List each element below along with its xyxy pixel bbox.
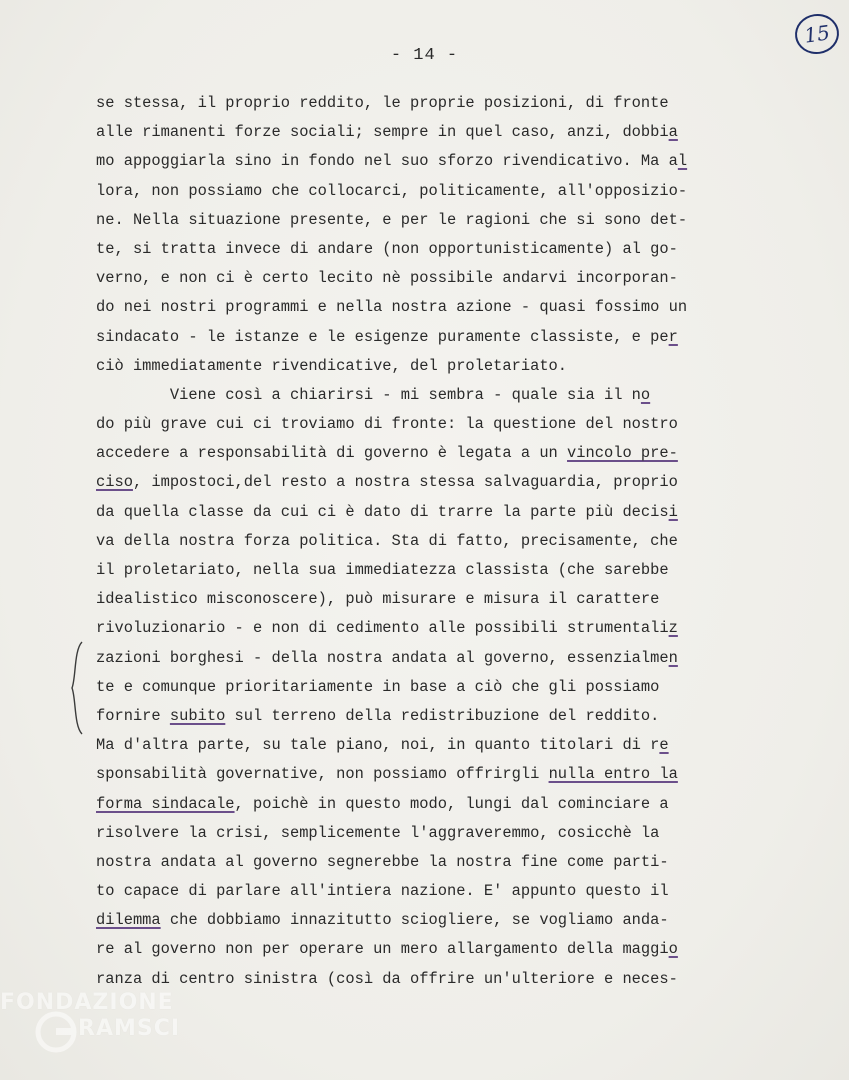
text-segment: lora, non possiamo che collocarci, politicamente, all'opposizio- <box>96 181 688 200</box>
text-line <box>96 790 746 819</box>
text-segment: te, si tratta invece di andare (non opportunisticamente) al go- <box>96 239 678 258</box>
text-line <box>96 381 746 410</box>
underlined-text: ciso <box>96 473 133 492</box>
text-segment: da quella classe da cui ci è dato di trarre la parte più decis <box>96 502 669 521</box>
text-line <box>96 206 746 235</box>
text-line <box>96 498 746 527</box>
text-line <box>96 644 746 673</box>
typewritten-body-text <box>96 89 746 994</box>
text-line <box>96 877 746 906</box>
text-segment: sindacato - le istanze e le esigenze puramente classiste, e pe <box>96 327 669 346</box>
text-segment: fornire <box>96 706 170 725</box>
text-line <box>96 731 746 760</box>
underlined-text: n <box>668 648 678 667</box>
text-segment: sponsabilità governative, non possiamo offrirgli <box>96 765 549 784</box>
text-segment: che dobbiamo innazitutto sciogliere, se vogliamo anda- <box>160 911 669 930</box>
text-line <box>96 118 746 147</box>
watermark-logo-icon <box>34 1010 78 1054</box>
text-line <box>96 848 746 877</box>
text-line <box>96 819 746 848</box>
text-segment: rivoluzionario - e non di cedimento alle possibili strumentali <box>96 619 669 638</box>
text-segment: Viene così a chiarirsi - mi sembra - quale sia il n <box>96 385 641 404</box>
text-line <box>96 439 746 468</box>
text-segment: ranza di centro sinistra (così da offrire un'ulteriore e neces- <box>96 969 678 988</box>
text-line <box>96 147 746 176</box>
text-segment: accedere a responsabilità di governo è legata a un <box>96 444 568 463</box>
text-segment: idealistico misconoscere), può misurare e misura il carattere <box>96 590 660 609</box>
underlined-text: vincolo pre- <box>567 444 678 463</box>
text-segment: alle rimanenti forze sociali; sempre in quel caso, anzi, dobbi <box>96 123 669 142</box>
text-line <box>96 760 746 789</box>
underlined-text: dilemma <box>96 911 161 930</box>
underlined-text: i <box>668 502 678 521</box>
text-line <box>96 177 746 206</box>
text-segment: verno, e non ci è certo lecito nè possibile andarvi incorporan- <box>96 269 678 288</box>
underlined-text: forma sindacale <box>96 794 235 813</box>
text-segment: sul terreno della redistribuzione del reddito. <box>225 706 660 725</box>
underlined-text: subito <box>169 706 226 725</box>
underlined-text: e <box>659 736 669 755</box>
page-number: - 14 - <box>390 46 459 65</box>
text-segment: zazioni borghesi - della nostra andata al governo, essenzialme <box>96 648 669 667</box>
text-line <box>96 556 746 585</box>
text-line <box>96 585 746 614</box>
text-line <box>96 323 746 352</box>
margin-bracket-mark <box>70 640 84 736</box>
text-line <box>96 614 746 643</box>
text-segment: Ma d'altra parte, su tale piano, noi, in quanto titolari di r <box>96 736 660 755</box>
text-segment: mo appoggiarla sino in fondo nel suo sforzo rivendicativo. Ma a <box>96 152 678 171</box>
handwritten-circled-page-number: 15 <box>792 11 841 57</box>
text-segment: se stessa, il proprio reddito, le proprie posizioni, di fronte <box>96 94 669 112</box>
text-line <box>96 935 746 964</box>
text-line <box>96 673 746 702</box>
text-line <box>96 468 746 497</box>
underlined-text: nulla entro la <box>548 765 678 784</box>
text-line <box>96 410 746 439</box>
text-line <box>96 352 746 381</box>
archive-watermark <box>0 990 230 1060</box>
text-segment: do più grave cui ci troviamo di fronte: la questione del nostro <box>96 415 678 434</box>
text-line <box>96 264 746 293</box>
text-line <box>96 293 746 322</box>
underlined-text: o <box>668 940 678 959</box>
text-segment: , poichè in questo modo, lungi dal cominciare a <box>234 794 669 813</box>
text-segment: ne. Nella situazione presente, e per le ragioni che si sono det- <box>96 210 688 229</box>
text-line <box>96 702 746 731</box>
underlined-text: o <box>640 385 651 404</box>
text-line <box>96 906 746 935</box>
text-segment: te e comunque prioritariamente in base a ciò che gli possiamo <box>96 677 660 696</box>
text-segment: do nei nostri programmi e nella nostra azione - quasi fossimo un <box>96 298 688 317</box>
underlined-text: a <box>668 123 678 142</box>
underlined-text: l <box>677 152 688 171</box>
text-segment: to capace di parlare all'intiera nazione. E' appunto questo il <box>96 882 669 901</box>
text-segment: ciò immediatamente rivendicative, del proletariato. <box>96 356 568 375</box>
text-segment: va della nostra forza politica. Sta di fatto, precisamente, che <box>96 531 678 550</box>
underlined-text: z <box>668 619 678 638</box>
watermark-text-bottom: RAMSCI <box>78 1016 181 1041</box>
text-segment: , impostoci,del resto a nostra stessa salvaguardia, proprio <box>132 473 678 492</box>
text-segment: nostra andata al governo segnerebbe la nostra fine come parti- <box>96 852 669 871</box>
text-line <box>96 89 746 118</box>
text-line <box>96 527 746 556</box>
text-segment: il proletariato, nella sua immediatezza classista (che sarebbe <box>96 561 669 579</box>
text-segment: risolvere la crisi, semplicemente l'aggraveremmo, cosicchè la <box>96 823 660 842</box>
text-segment: re al governo non per operare un mero allargamento della maggi <box>96 940 669 959</box>
text-line <box>96 235 746 264</box>
watermark-text-top: FONDAZIONE <box>0 990 174 1015</box>
underlined-text: r <box>668 327 678 346</box>
